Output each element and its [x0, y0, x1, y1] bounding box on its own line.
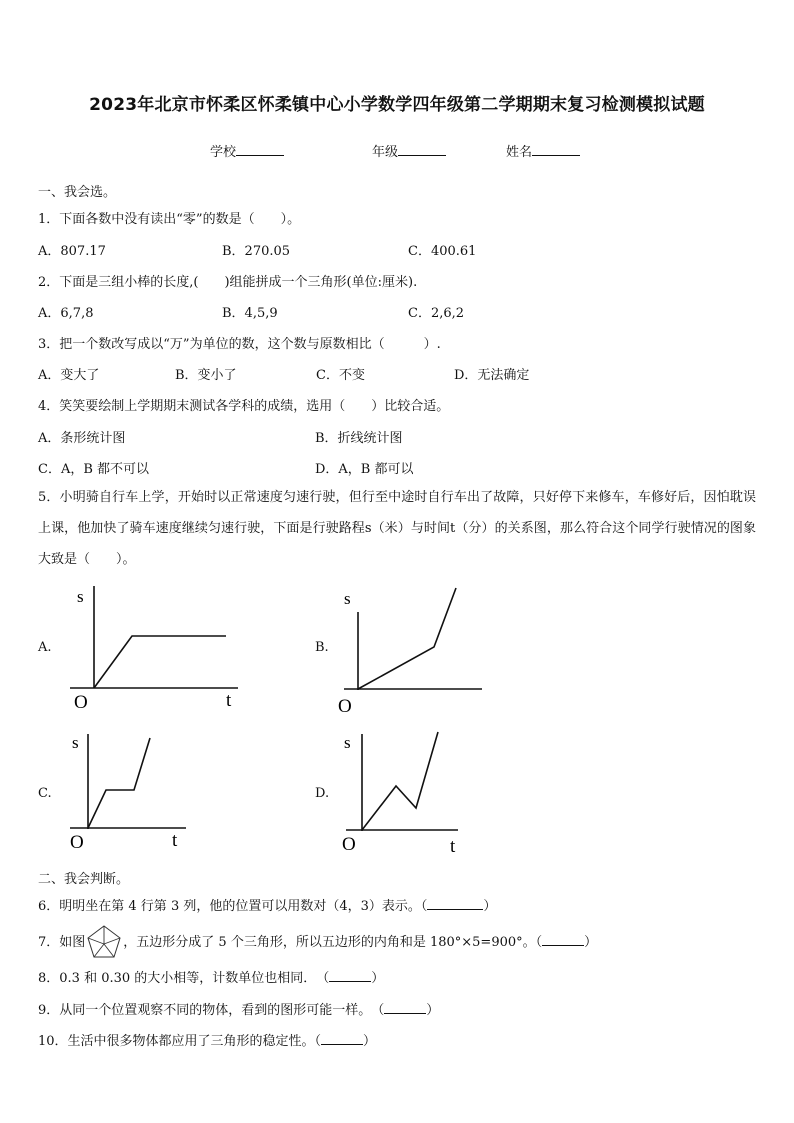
- q5-graph-a: [66, 582, 246, 714]
- graph-c-s-label: s: [72, 733, 79, 752]
- q5-option-b-label: B.: [315, 640, 329, 655]
- question-1: 1．下面各数中没有读出“零”的数是（ ）。: [38, 212, 301, 227]
- question-5: 5．小明骑自行车上学，开始时以正常速度匀速行驶，但行至中途时自行车出了故障，只好停下来修车，车修好后，因怕耽误上课，他加快了骑车速度继续匀速行驶，下面是行驶路程s（米）与时间t（分）的关系图，那么符合这个同学行驶情况的图象大致是（ ）。: [38, 490, 756, 567]
- q5-option-d-label: D.: [315, 786, 330, 801]
- q7-answer-blank: [542, 933, 584, 946]
- graph-c-line: [88, 738, 150, 828]
- q4-option-b: B．折线统计图: [315, 431, 403, 446]
- name-label: 姓名: [506, 145, 533, 160]
- question-4: 4．笑笑要绘制上学期期末测试各学科的成绩，选用（ ）比较合适。: [38, 399, 450, 414]
- q5-graph-d: [340, 730, 464, 856]
- grade-blank: [398, 143, 446, 156]
- q3-option-b: B．变小了: [175, 368, 237, 383]
- q2-option-a: A．6,7,8: [38, 306, 94, 321]
- graph-a-origin-label: O: [74, 692, 88, 713]
- graph-a-line: [94, 636, 226, 688]
- q9-close-paren: ）: [426, 1003, 440, 1018]
- grade-field: [372, 141, 446, 160]
- question-7-text: ，五边形分成了 5 个三角形，所以五边形的内角和是 180°×5=900°。（: [123, 935, 543, 950]
- q5-graph-c: [66, 730, 190, 852]
- question-3: 3．把一个数改写成以“万”为单位的数，这个数与原数相比（ ）.: [38, 337, 441, 352]
- graph-a-s-label: s: [77, 587, 84, 606]
- school-blank: [236, 143, 284, 156]
- name-field: [506, 141, 580, 160]
- graph-b-line: [358, 588, 456, 689]
- q2-option-c: C．2,6,2: [408, 306, 465, 321]
- q3-option-c: C．不变: [316, 368, 365, 383]
- graph-d-t-label: t: [450, 836, 456, 856]
- q10-close-paren: ）: [363, 1034, 377, 1049]
- page-title: 2023年北京市怀柔区怀柔镇中心小学数学四年级第二学期期末复习检测模拟试题: [89, 95, 705, 115]
- question-7: [38, 931, 597, 952]
- question-6-text: 6．明明坐在第 4 行第 3 列，他的位置可以用数对（4，3）表示。（: [38, 899, 428, 914]
- question-10: [38, 1030, 376, 1049]
- q1-option-a: A．807.17: [38, 244, 106, 259]
- grade-label: 年级: [372, 145, 399, 160]
- q5-option-a-label: A.: [38, 640, 52, 655]
- graph-c-t-label: t: [172, 830, 178, 851]
- q1-option-c: C．400.61: [408, 244, 477, 259]
- section-2-heading: 二、我会判断。: [38, 872, 130, 887]
- graph-b-s-label: s: [344, 589, 351, 608]
- school-label: 学校: [210, 145, 237, 160]
- q6-close-paren: ）: [483, 899, 497, 914]
- question-8: [38, 967, 384, 986]
- q9-answer-blank: [384, 1001, 426, 1014]
- q1-option-b: B．270.05: [222, 244, 291, 259]
- q4-option-c: C．A，B 都不可以: [38, 462, 150, 477]
- question-9: [38, 999, 439, 1018]
- question-2: 2．下面是三组小棒的长度,( )组能拼成一个三角形(单位:厘米).: [38, 275, 418, 290]
- section-1-heading: 一、我会选。: [38, 185, 117, 200]
- question-7-prefix: 7．如图: [38, 935, 86, 950]
- graph-d-s-label: s: [344, 733, 351, 752]
- q3-option-d: D．无法确定: [454, 368, 530, 383]
- q8-answer-blank: [329, 969, 371, 982]
- graph-d-line: [362, 732, 438, 830]
- name-blank: [532, 143, 580, 156]
- q10-answer-blank: [321, 1032, 363, 1045]
- question-8-text: 8．0.3 和 0.30 的大小相等，计数单位也相同． （: [38, 971, 330, 986]
- q5-graph-b: [336, 582, 486, 718]
- question-9-text: 9．从同一个位置观察不同的物体，看到的图形可能一样。 （: [38, 1003, 385, 1018]
- graph-b-origin-label: O: [338, 696, 352, 717]
- q2-option-b: B．4,5,9: [222, 306, 278, 321]
- q8-close-paren: ）: [371, 971, 385, 986]
- q7-close-paren: ）: [584, 935, 598, 950]
- pentagon-figure-icon: [85, 924, 123, 960]
- q5-option-c-label: C.: [38, 786, 52, 801]
- q4-option-a: A．条形统计图: [38, 431, 126, 446]
- q3-option-a: A．变大了: [38, 368, 100, 383]
- question-6: [38, 895, 496, 914]
- question-10-text: 10．生活中很多物体都应用了三角形的稳定性。（: [38, 1034, 322, 1049]
- graph-d-origin-label: O: [342, 834, 356, 855]
- graph-a-t-label: t: [226, 690, 232, 711]
- graph-c-origin-label: O: [70, 832, 84, 852]
- q6-answer-blank: [427, 897, 483, 910]
- q4-option-d: D．A，B 都可以: [315, 462, 414, 477]
- school-field: [210, 141, 284, 160]
